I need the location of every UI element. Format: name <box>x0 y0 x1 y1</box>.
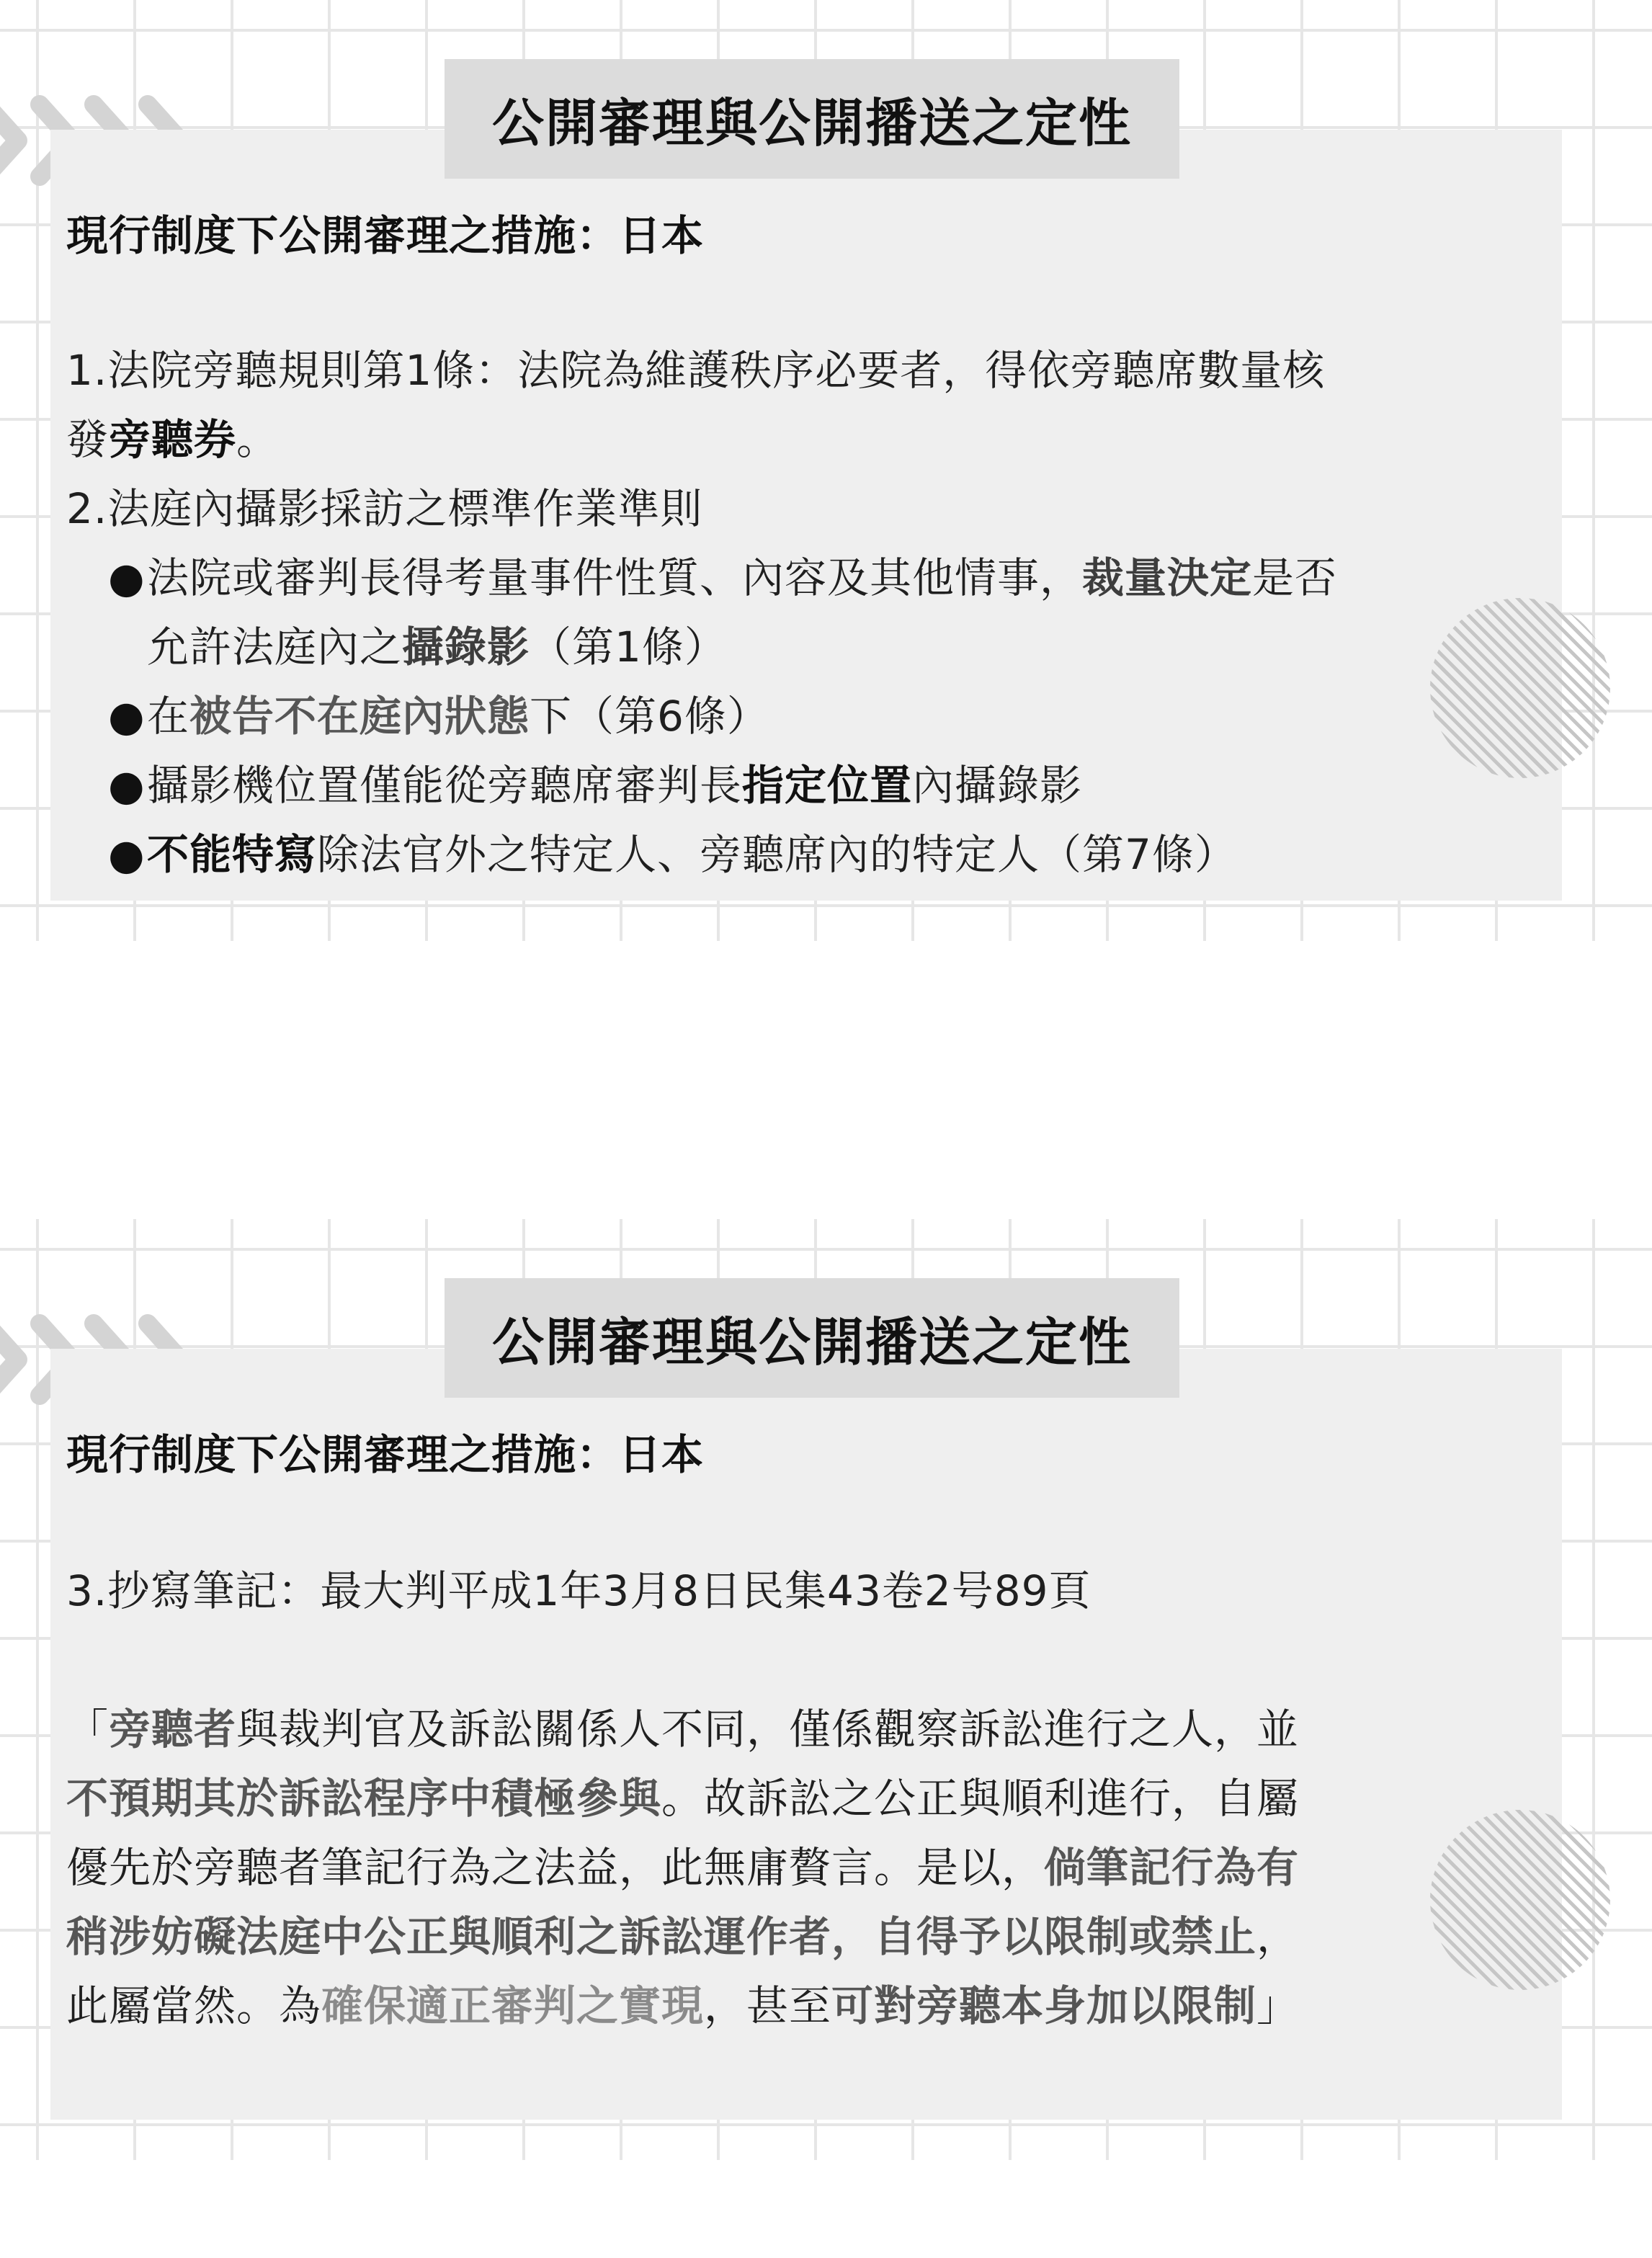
section-subtitle: 現行制度下公開審理之措施：日本 <box>66 211 705 260</box>
section-subtitle: 現行制度下公開審理之措施：日本 <box>66 1430 705 1479</box>
list-item: ● 不能特寫除法官外之特定人、旁聽席內的特定人（第7條） <box>66 820 1550 889</box>
slide-gap <box>0 941 1652 1219</box>
bold-term: 旁聽券 <box>109 415 237 464</box>
page-title: 公開審理與公開播送之定性 <box>491 93 1132 153</box>
item-3: 3.抄寫筆記：最大判平成1年3月8日民集43卷2号89頁 <box>66 1566 1091 1615</box>
slide-1 <box>0 0 1652 941</box>
hatched-circle-icon <box>1430 1810 1610 1990</box>
slide-2 <box>0 1219 1652 2160</box>
court-quote: 「旁聽者與裁判官及訴訟關係人不同，僅係觀察訴訟進行之人，並 不預期其於訴訟程序中積極參與。故訴訟之公正與順利進行，自屬 優先於旁聽者筆記行為之法益，此無庸贅言。是以，倘筆記行為有 稍涉妨礙法庭中公正與順利之訴訟運作者，自得予以限制或禁止， 此屬當然。為確保適正審判之實現，甚至可對旁聽本身加以限制」 <box>66 1705 1300 2030</box>
bullet-icon: ● <box>108 761 146 810</box>
list-item: ● 在被告不在庭內狀態下（第6條） <box>66 682 1550 751</box>
title-banner <box>445 59 1179 179</box>
body-text <box>66 336 1550 889</box>
bullet-icon: ● <box>108 553 146 602</box>
hatched-circle-icon <box>1430 598 1610 778</box>
bullet-icon: ● <box>108 830 146 879</box>
title-banner <box>445 1278 1179 1398</box>
item-1: 1.法院旁聽規則第1條：法院為維護秩序必要者，得依旁聽席數量核 發旁聽券。 <box>66 346 1326 464</box>
item-2: 2.法庭內攝影採訪之標準作業準則 <box>66 484 703 533</box>
list-item: ● 攝影機位置僅能從旁聽席審判長指定位置內攝錄影 <box>66 751 1550 820</box>
list-item: ● 法院或審判長得考量事件性質、內容及其他情事，裁量決定是否 允許法庭內之攝錄影（第1條） <box>66 543 1550 682</box>
bullet-icon: ● <box>108 692 146 741</box>
bullet-list <box>66 543 1550 889</box>
page-title: 公開審理與公開播送之定性 <box>491 1312 1132 1373</box>
